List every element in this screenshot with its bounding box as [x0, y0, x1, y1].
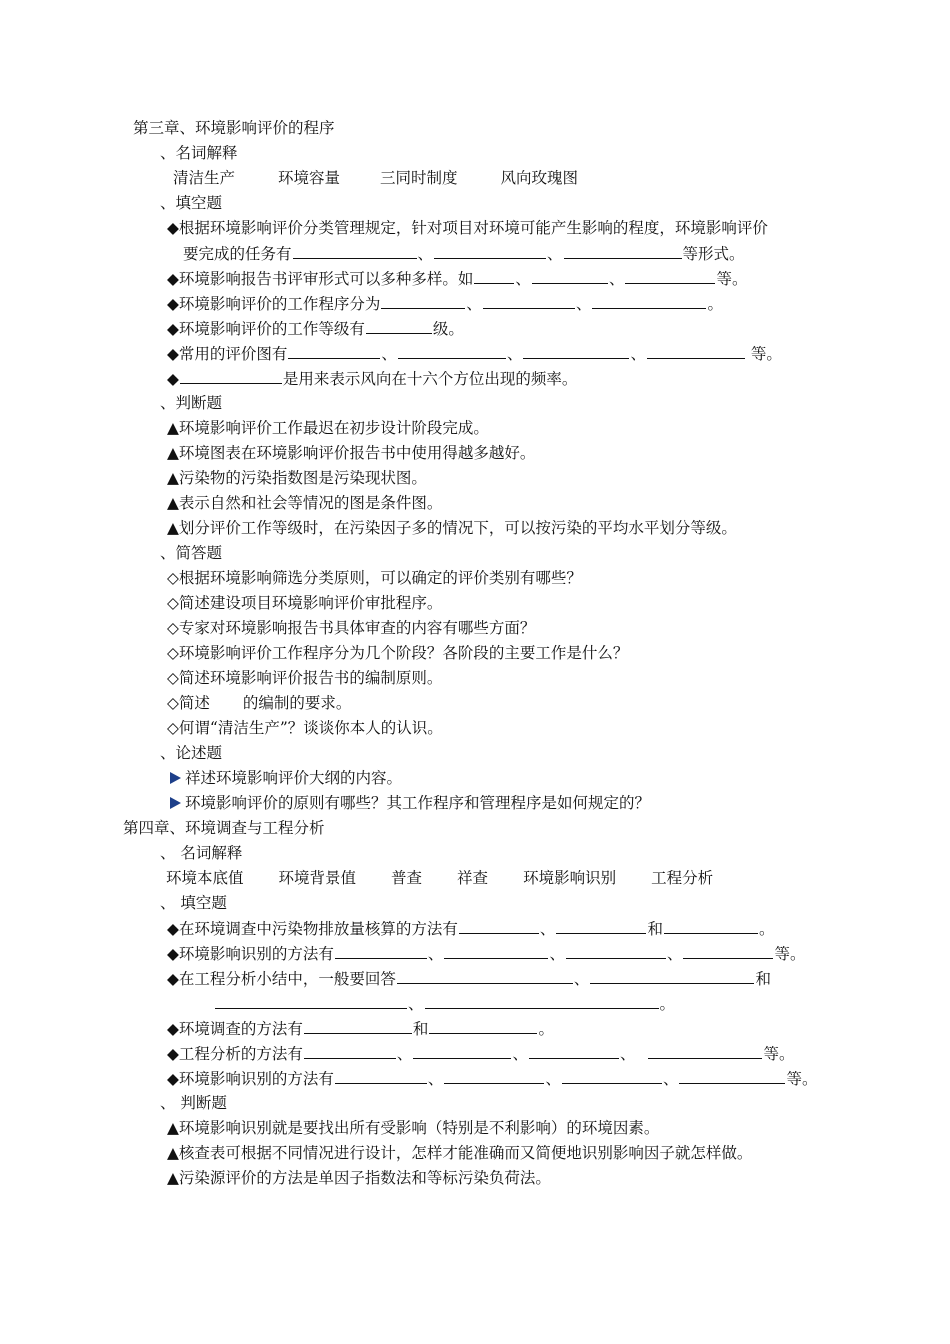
- short-question: ◇何谓“清洁生产”？谈谈你本人的认识。: [167, 719, 443, 737]
- terms-row: [173, 168, 578, 188]
- fill-question-continued: [214, 993, 675, 1014]
- answer-blank[interactable]: [366, 318, 432, 334]
- separator: 、: [619, 1045, 636, 1063]
- answer-blank[interactable]: [444, 943, 548, 959]
- answer-blank[interactable]: [683, 943, 773, 959]
- short-question: ◇简述环境影响评价报告书的编制原则。: [167, 669, 443, 687]
- answer-blank[interactable]: [679, 1068, 785, 1084]
- answer-blank[interactable]: [381, 293, 465, 309]
- section-fill: 、 填空题: [160, 894, 227, 912]
- answer-blank[interactable]: [483, 293, 575, 309]
- term: 清洁生产: [173, 169, 236, 187]
- question-text: 是用来表示风向在十六个方位出现的频率。: [282, 370, 578, 388]
- question-text: 祥述环境影响评价大纲的内容。: [185, 769, 403, 787]
- separator: 、: [408, 995, 424, 1013]
- separator: 、: [427, 1070, 444, 1088]
- fill-question: [167, 368, 577, 389]
- section-judge: 、判断题: [160, 394, 223, 412]
- question-text: 等。: [786, 1070, 818, 1088]
- judge-question: ▲核查表可根据不同情况进行设计，怎样才能准确而又简便地识别影响因子就怎样做。: [167, 1144, 753, 1162]
- fill-question: [167, 1068, 817, 1089]
- answer-blank[interactable]: [625, 268, 715, 284]
- answer-blank[interactable]: [180, 368, 282, 384]
- answer-blank[interactable]: [444, 1068, 544, 1084]
- separator: 、: [381, 345, 397, 363]
- fill-question: [167, 268, 747, 289]
- answer-blank[interactable]: [288, 343, 380, 359]
- separator: 、: [666, 945, 683, 963]
- fill-question: [167, 1018, 554, 1039]
- separator: 、: [515, 270, 531, 288]
- separator: 、: [417, 245, 434, 263]
- separator: 、: [573, 970, 590, 988]
- short-question: ◇简述建设项目环境影响评价审批程序。: [167, 594, 443, 612]
- judge-question: ▲环境图表在环境影响评价报告书中使用得越多越好。: [167, 444, 536, 462]
- question-text: ◇简述: [167, 694, 210, 712]
- question-text: 和: [647, 920, 663, 938]
- question-text: 级。: [432, 320, 464, 338]
- question-text: 。: [659, 995, 676, 1013]
- answer-blank[interactable]: [429, 1018, 537, 1034]
- question-text: ◆在环境调查中污染物排放量核算的方法有: [167, 920, 458, 938]
- separator: 、: [545, 1070, 561, 1088]
- short-question: ◇根据环境影响筛选分类原则，可以确定的评价类别有哪些？: [167, 569, 582, 587]
- question-text: ◆环境影响评价的工作等级有: [167, 320, 365, 338]
- separator: 、: [512, 1045, 528, 1063]
- term: 环境影响识别: [523, 869, 617, 887]
- question-text: ◆工程分析的方法有: [167, 1045, 303, 1063]
- answer-blank[interactable]: [590, 968, 754, 984]
- fill-question: [167, 968, 771, 989]
- fill-question: [167, 318, 464, 339]
- term: 工程分析: [651, 869, 714, 887]
- answer-blank[interactable]: [434, 243, 546, 259]
- answer-blank[interactable]: [304, 1018, 412, 1034]
- triangle-bullet-icon: [170, 772, 181, 784]
- short-question: ◇环境影响评价工作程序分为几个阶段？各阶段的主要工作是什么？: [167, 644, 629, 662]
- question-text: ◆环境影响评价的工作程序分为: [167, 295, 381, 313]
- judge-question: ▲污染源评价的方法是单因子指数法和等标污染负荷法。: [167, 1169, 551, 1187]
- answer-blank[interactable]: [648, 1043, 762, 1059]
- section-judge: 、 判断题: [160, 1094, 227, 1112]
- answer-blank[interactable]: [335, 943, 427, 959]
- question-text: 和: [755, 970, 771, 988]
- answer-blank[interactable]: [474, 268, 514, 284]
- separator: 、: [575, 295, 592, 313]
- question-text: 等。: [763, 1045, 795, 1063]
- answer-blank[interactable]: [523, 343, 629, 359]
- judge-question: ▲划分评价工作等级时，在污染因子多的情况下，可以按污染的平均水平划分等级。: [167, 519, 737, 537]
- question-text: 要完成的任务有: [183, 245, 292, 263]
- question-text: 。: [707, 295, 723, 313]
- term: 祥查: [457, 869, 489, 887]
- question-text: ◆在工程分析小结中，一般要回答: [167, 970, 396, 988]
- separator: 、: [662, 1070, 679, 1088]
- section-terms: 、 名词解释: [160, 844, 243, 862]
- question-text: 等。: [774, 945, 806, 963]
- question-text: ◆环境影响识别的方法有: [167, 945, 334, 963]
- answer-blank[interactable]: [564, 243, 682, 259]
- term: 环境背景值: [278, 869, 357, 887]
- answer-blank[interactable]: [459, 918, 539, 934]
- judge-question: ▲环境影响评价工作最迟在初步设计阶段完成。: [167, 419, 489, 437]
- answer-blank[interactable]: [304, 1043, 396, 1059]
- answer-blank[interactable]: [592, 293, 706, 309]
- answer-blank[interactable]: [397, 968, 573, 984]
- answer-blank[interactable]: [664, 918, 758, 934]
- separator: 、: [630, 345, 646, 363]
- term: 环境本底值: [166, 869, 244, 887]
- fill-question: ◆根据环境影响评价分类管理规定，针对项目对环境可能产生影响的程度，环境影响评价: [167, 219, 768, 237]
- separator: 、: [427, 945, 444, 963]
- section-fill: 、填空题: [160, 194, 223, 212]
- term: 风向玫瑰图: [500, 169, 579, 187]
- section-short-answer: 、简答题: [160, 544, 223, 562]
- question-text: 。: [758, 920, 775, 938]
- question-text: ◆常用的评价图有: [167, 345, 288, 363]
- section-essay: 、论述题: [160, 744, 223, 762]
- question-text: ◆环境调查的方法有: [167, 1020, 303, 1038]
- section-terms: 、名词解释: [160, 144, 238, 162]
- answer-blank[interactable]: [532, 268, 608, 284]
- fill-question: [167, 293, 723, 314]
- answer-blank[interactable]: [566, 943, 666, 959]
- judge-question: ▲表示自然和社会等情况的图是条件图。: [167, 494, 443, 512]
- separator: 、: [466, 295, 482, 313]
- term: 普查: [391, 869, 423, 887]
- fill-question: [183, 243, 745, 264]
- question-text: 等形式。: [682, 245, 745, 263]
- triangle-bullet-icon: [170, 797, 181, 809]
- fill-question: [167, 943, 805, 964]
- answer-blank[interactable]: [215, 993, 407, 1009]
- short-question: ◇专家对环境影响报告书具体审查的内容有哪些方面？: [167, 619, 536, 637]
- fill-question: [167, 343, 782, 364]
- answer-blank[interactable]: [647, 343, 745, 359]
- question-text: ◆: [167, 370, 179, 388]
- question-text: 等。: [745, 345, 782, 363]
- question-text: ◆环境影响报告书评审形式可以多种多样。如: [167, 270, 474, 288]
- question-text: ◆环境影响识别的方法有: [167, 1070, 334, 1088]
- term: 三同时制度: [380, 169, 458, 187]
- answer-blank[interactable]: [562, 1068, 662, 1084]
- answer-blank[interactable]: [425, 993, 659, 1009]
- question-text: 等。: [716, 270, 748, 288]
- question-text: 。: [538, 1020, 554, 1038]
- chapter-3-title: 第三章、环境影响评价的程序: [133, 119, 335, 137]
- short-question: [167, 693, 351, 713]
- term: 环境容量: [278, 169, 341, 187]
- judge-question: ▲环境影响识别就是要找出所有受影响（特别是不利影响）的环境因素。: [167, 1119, 660, 1137]
- separator: 、: [396, 1045, 413, 1063]
- answer-blank[interactable]: [335, 1068, 427, 1084]
- terms-row: [166, 868, 713, 888]
- essay-question: [170, 768, 402, 788]
- answer-blank[interactable]: [556, 918, 646, 934]
- separator: 、: [608, 270, 625, 288]
- separator: 、: [539, 920, 556, 938]
- fill-question: [167, 918, 774, 939]
- answer-blank[interactable]: [529, 1043, 619, 1059]
- answer-blank[interactable]: [398, 343, 506, 359]
- separator: 、: [547, 245, 563, 263]
- separator: 、: [549, 945, 565, 963]
- judge-question: ▲污染物的污染指数图是污染现状图。: [167, 469, 427, 487]
- answer-blank[interactable]: [413, 1043, 511, 1059]
- chapter-4-title: 第四章、环境调查与工程分析: [123, 819, 325, 837]
- question-text: 环境影响评价的原则有哪些？其工作程序和管理程序是如何规定的？: [185, 794, 651, 812]
- fill-question: [167, 1043, 794, 1064]
- answer-blank[interactable]: [293, 243, 417, 259]
- question-text: 和: [412, 1020, 429, 1038]
- separator: 、: [506, 345, 523, 363]
- essay-question: [170, 793, 650, 813]
- question-text: 的编制的要求。: [242, 694, 352, 712]
